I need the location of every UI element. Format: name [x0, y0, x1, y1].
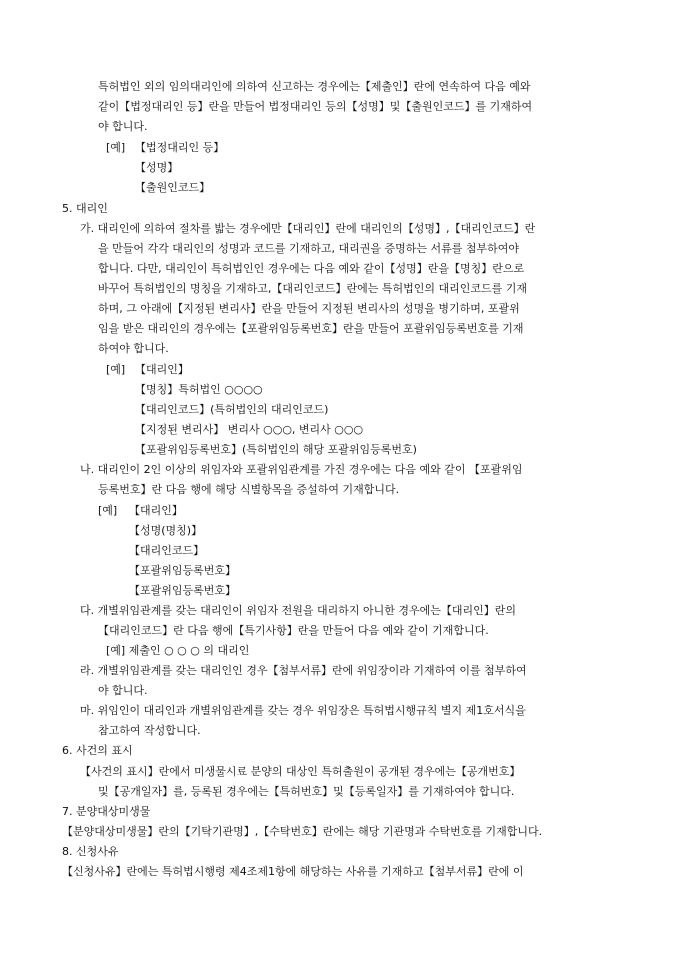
section5-ma-line-2: 참고하여 작성합니다.	[98, 724, 201, 737]
intro-line-3: 야 합니다.	[98, 120, 148, 133]
intro-line-2: 같이【법정대리인 등】란을 만들어 법정대리인 등의【성명】및【출원인코드】를 기재하여	[98, 100, 533, 113]
section5-ra-line-2: 야 합니다.	[98, 684, 148, 697]
section5-na-example-line-4: 【포괄위임등록번호】	[129, 564, 237, 577]
intro-example-line-3: 【출원인코드】	[135, 181, 211, 194]
section5-na-example-line-1: 【대리인】	[129, 504, 183, 517]
section5-na-example-line-3: 【대리인코드】	[129, 544, 205, 557]
section5-na-example-line-2: 【성명(명칭)】	[129, 524, 203, 537]
section6-line-2: 및【공개일자】를, 등록된 경우에는【특허번호】및【등록일자】를 기재하여야 합니다.	[98, 785, 515, 798]
section5-ra-line-1: 라. 개별위임관계를 갖는 대리인인 경우【첨부서류】란에 위임장이라 기재하여 이를 첨부하여	[80, 664, 527, 677]
section5-ga-line-3: 합니다. 다만, 대리인이 특허법인인 경우에는 다음 예와 같이【성명】란을【명칭】란으로	[98, 262, 525, 275]
section5-na-example-line-5: 【포괄위임등록번호】	[129, 584, 237, 597]
section5-ma-line-1: 마. 위임인이 대리인과 개별위임관계를 갖는 경우 위임장은 특허법시행규칙 별지 제1호서식을	[80, 704, 526, 717]
intro-example-line-1: 【법정대리인 등】	[135, 141, 225, 154]
section5-na-line-2: 등록번호】란 다음 행에 해당 식별항목을 증설하여 기재합니다.	[98, 483, 400, 496]
section6-line-1: 【사건의 표시】란에서 미생물시료 분양의 대상인 특허출원이 공개된 경우에는【공개번호】	[80, 765, 521, 778]
section8-heading: 8. 신청사유	[62, 845, 119, 858]
section5-heading: 5. 대리인	[62, 202, 108, 215]
section5-ga-example-line-4: 【지정된 변리사】 변리사 ○○○, 변리사 ○○○	[135, 423, 364, 436]
intro-example-line-2: 【성명】	[135, 161, 179, 174]
section5-ga-example-line-3: 【대리인코드】(특허법인의 대리인코드)	[135, 403, 329, 416]
section7-line-1: 【분양대상미생물】란의【기탁기관명】,【수탁번호】란에는 해당 기관명과 수탁번호를 기재합니다.	[62, 825, 543, 838]
section5-da-line-1: 다. 개별위임관계를 갖는 대리인이 위임자 전원을 대리하지 아니한 경우에는【대리인】란의	[80, 604, 517, 617]
section5-ga-line-1: 가. 대리인에 의하여 절차를 밟는 경우에만【대리인】란에 대리인의【성명】,【대리인코드】란	[80, 222, 536, 235]
section5-ga-line-5: 하며, 그 아래에【지정된 변리사】란을 만들어 지정된 변리사의 성명을 병기하며, 포괄위	[98, 302, 520, 315]
section5-na-line-1: 나. 대리인이 2인 이상의 위임자와 포괄위임관계를 가진 경우에는 다음 예와 같이 【포괄위임	[80, 463, 523, 476]
section7-heading: 7. 분양대상미생물	[62, 805, 151, 818]
section5-ga-example-label: [예]	[106, 363, 126, 376]
section5-ga-example-line-5: 【포괄위임등록번호】(특허법인의 해당 포괄위임등록번호)	[135, 443, 417, 456]
section5-ga-example-line-1: 【대리인】	[135, 363, 189, 376]
section5-na-example-label: [예]	[98, 504, 118, 517]
intro-line-1: 특허법인 외의 임의대리인에 의하여 신고하는 경우에는【제출인】란에 연속하여 다음 예와	[98, 80, 531, 93]
section5-da-line-2: 【대리인코드】란 다음 행에【특기사항】란을 만들어 다음 예와 같이 기재합니다.	[98, 624, 489, 637]
section6-heading: 6. 사건의 표시	[62, 744, 133, 757]
section8-line-1: 【신청사유】란에는 특허법시행령 제4조제1항에 해당하는 사유를 기재하고【첨부서류】란에 이	[62, 865, 524, 878]
section5-da-example: [예] 제출인 ○ ○ ○ 의 대리인	[106, 644, 250, 657]
section5-ga-line-2: 을 만들어 각각 대리인의 성명과 코드를 기재하고, 대리권을 증명하는 서류를 첨부하여야	[98, 242, 519, 255]
section5-ga-line-4: 바꾸어 특허법인의 명칭을 기재하고,【대리인코드】란에는 특허법인의 대리인코드를 기재	[98, 282, 528, 295]
section5-ga-example-line-2: 【명칭】특허법인 ○○○○	[135, 383, 263, 396]
section5-ga-line-7: 하여야 합니다.	[98, 342, 169, 355]
intro-example-label: [예]	[106, 141, 126, 154]
section5-ga-line-6: 임을 받은 대리인의 경우에는【포괄위임등록번호】란을 만들어 포괄위임등록번호를 기재	[98, 322, 524, 335]
